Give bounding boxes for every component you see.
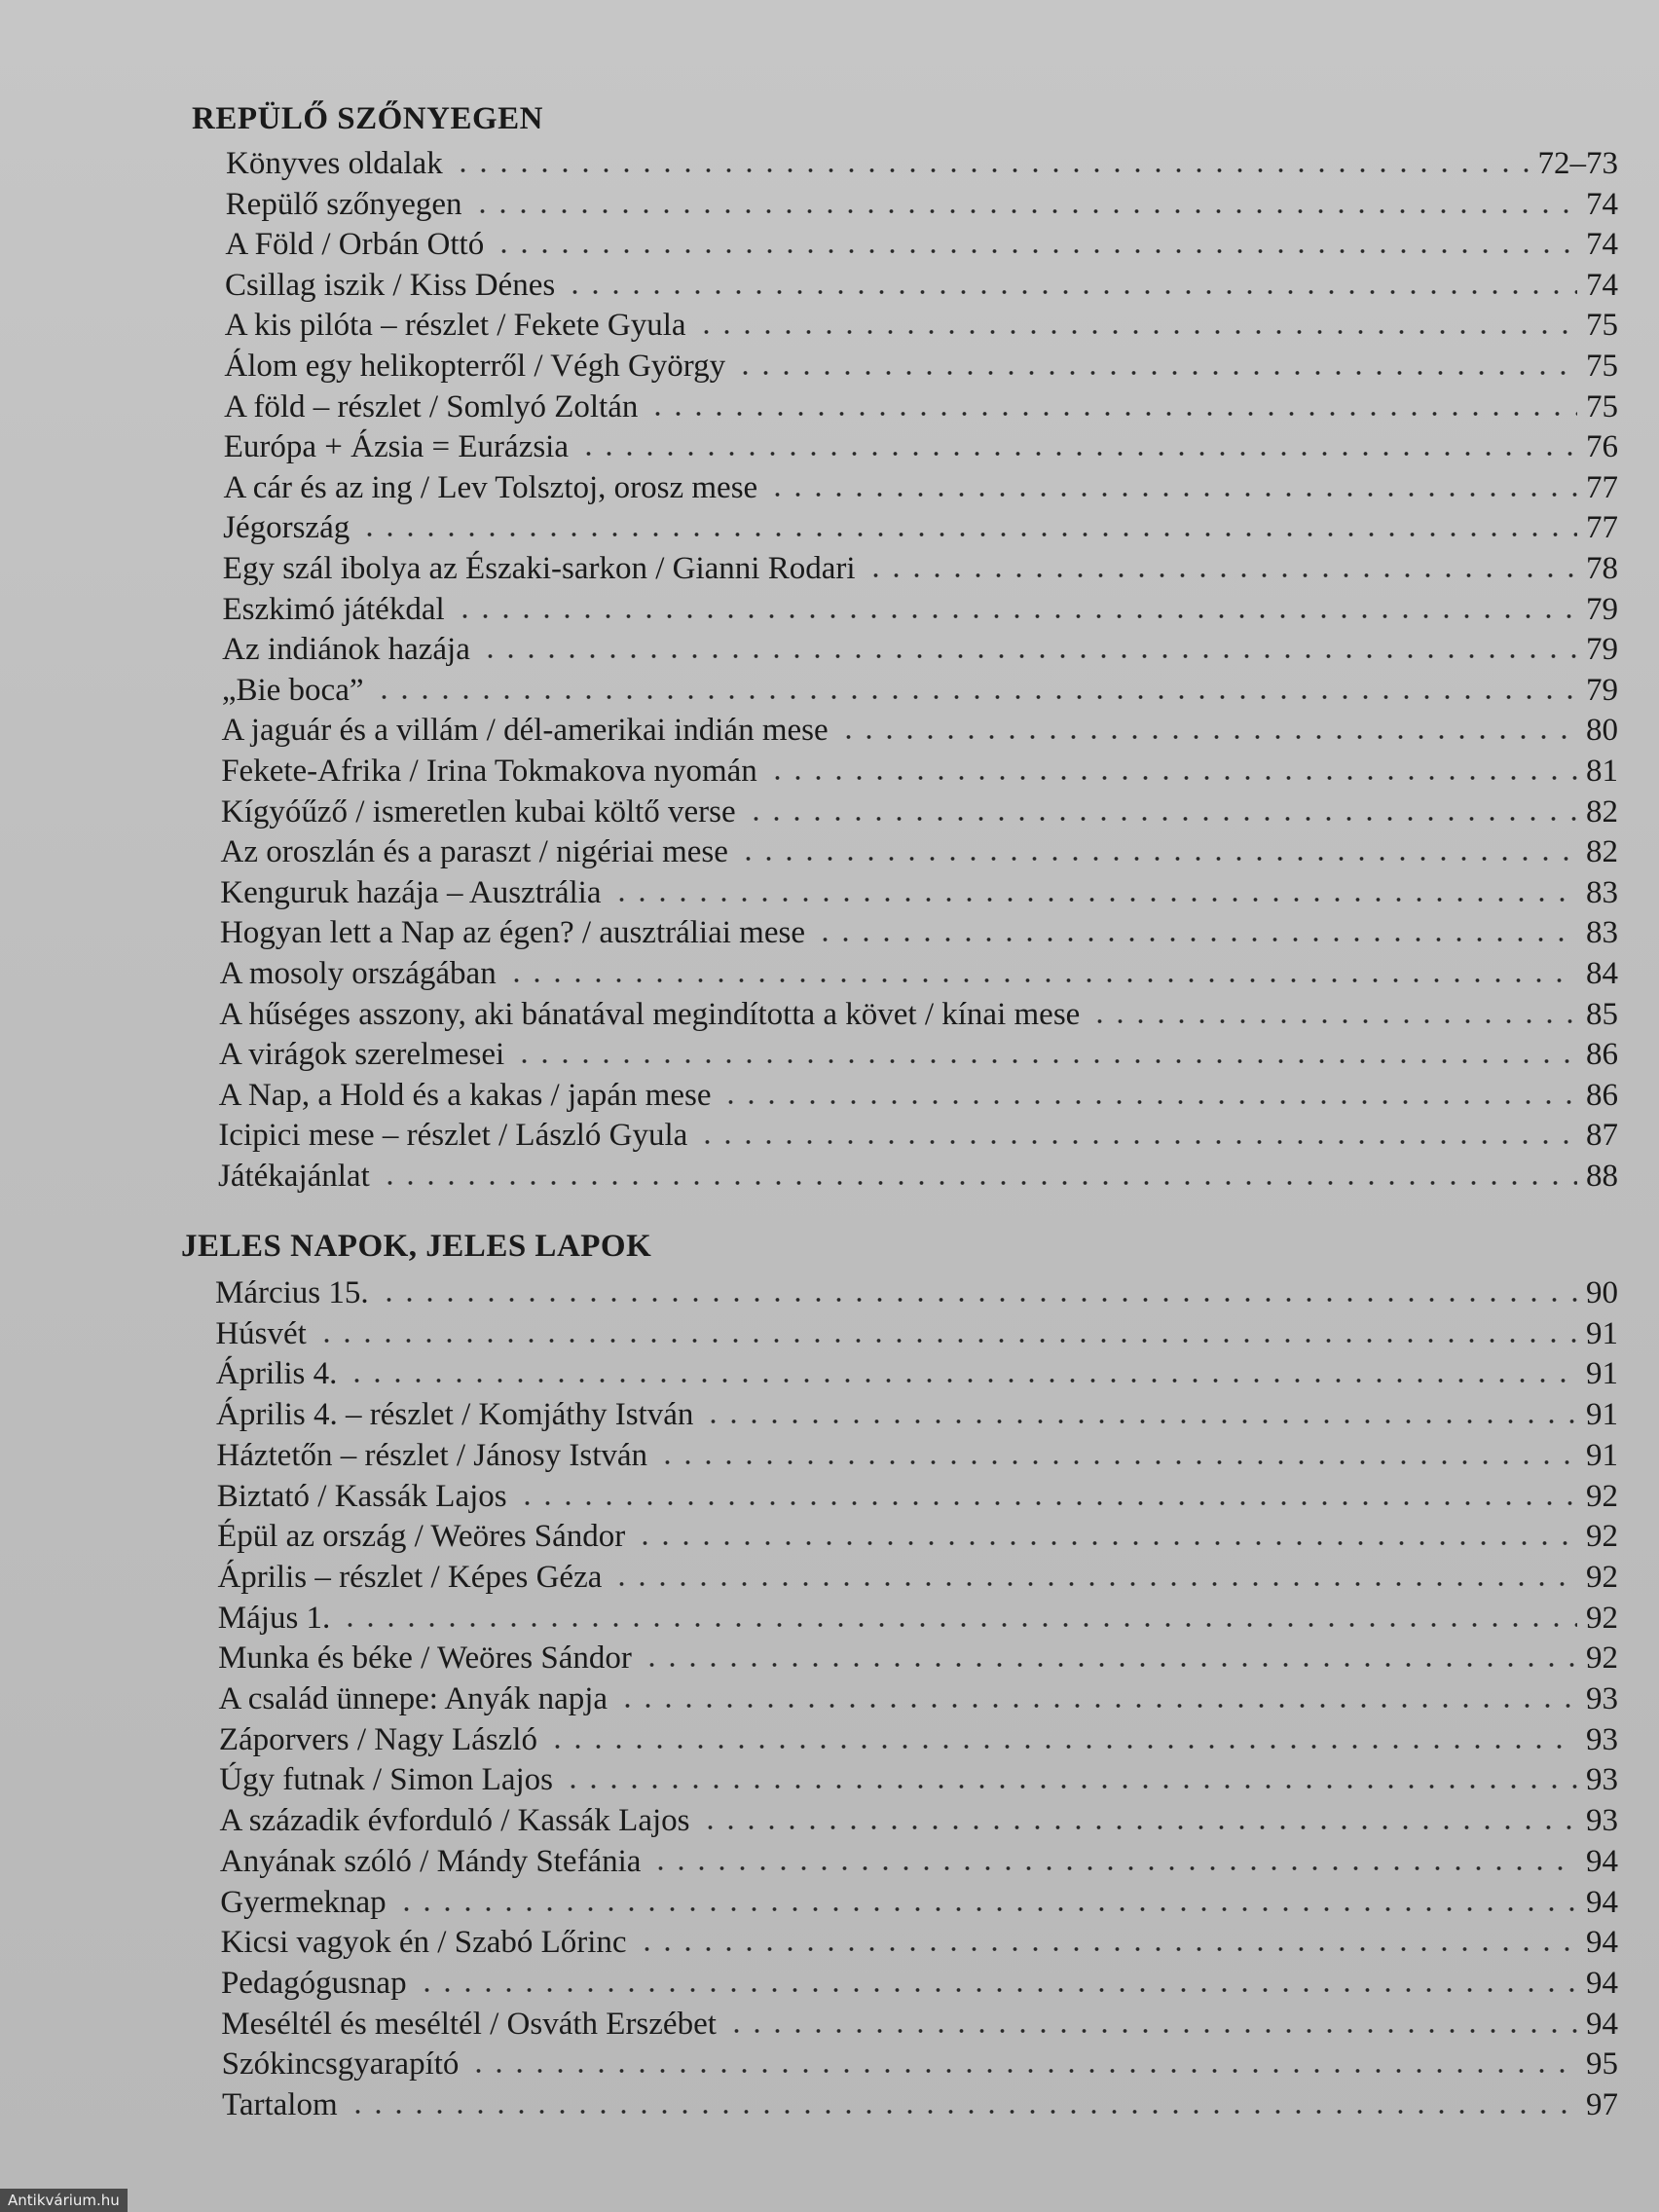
toc-entry-title: Április – részlet / Képes Géza	[217, 1559, 603, 1595]
toc-entry-page-number: 75	[1585, 308, 1618, 344]
toc-entry	[216, 1434, 1618, 1475]
toc-entry-title: Záporvers / Nagy László	[218, 1721, 537, 1757]
toc-entry-page-number: 95	[1585, 2046, 1618, 2083]
toc-entry-title: Biztató / Kassák Lajos	[216, 1478, 507, 1514]
toc-entry-title: Május 1.	[217, 1600, 331, 1636]
section-heading: REPÜLŐ SZŐNYEGEN	[192, 101, 543, 136]
dot-leader	[506, 976, 1577, 985]
dot-leader	[348, 2107, 1577, 2117]
toc-entry-page-number: 75	[1585, 388, 1618, 424]
toc-entry-page-number: 91	[1585, 1397, 1618, 1433]
toc-entry-page-number: 94	[1585, 2006, 1618, 2042]
watermark-logo: Antikvárium.hu	[0, 2189, 128, 2212]
dot-leader	[611, 1579, 1577, 1589]
toc-entry	[217, 1475, 1618, 1516]
toc-entry-page-number: 88	[1586, 1159, 1618, 1194]
dot-leader	[480, 651, 1577, 661]
toc-entry-page-number: 92	[1586, 1478, 1618, 1514]
toc-entry-page-number: 82	[1585, 834, 1618, 870]
dot-leader	[494, 246, 1577, 256]
toc-entry-title: Épül az ország / Weöres Sándor	[217, 1519, 626, 1555]
dot-leader	[453, 166, 1532, 175]
toc-entry-title: A cár és az ing / Lev Tolsztoj, orosz mese	[223, 469, 758, 505]
toc-entry-page-number: 94	[1585, 1965, 1618, 2001]
toc-entry-page-number: 79	[1585, 672, 1618, 708]
dot-leader	[347, 1376, 1577, 1385]
toc-entry	[219, 1718, 1618, 1759]
toc-entry-title: Csillag iszik / Kiss Dénes	[225, 267, 556, 303]
toc-entry	[221, 750, 1618, 791]
toc-entry	[221, 2003, 1618, 2044]
dot-leader	[316, 1336, 1577, 1346]
toc-entry-page-number: 79	[1585, 632, 1618, 668]
toc-entry	[217, 1556, 1618, 1597]
toc-entry-page-number: 93	[1585, 1762, 1618, 1798]
dot-leader	[767, 490, 1577, 499]
dot-leader	[767, 773, 1577, 783]
dot-leader	[517, 1498, 1577, 1508]
toc-entry-title: Úgy futnak / Simon Lajos	[219, 1762, 553, 1798]
toc-entry	[224, 425, 1618, 466]
toc-entry	[219, 1033, 1618, 1074]
dot-leader	[359, 530, 1577, 539]
toc-entry	[220, 871, 1618, 912]
dot-leader	[563, 1782, 1577, 1791]
toc-entry-page-number: 92	[1585, 1519, 1618, 1555]
dot-leader	[514, 1056, 1577, 1066]
toc-entry	[226, 142, 1618, 183]
toc-entry-title: Március 15.	[215, 1275, 369, 1310]
dot-leader	[617, 1701, 1577, 1711]
toc-entry	[216, 1393, 1618, 1434]
toc-entry-title: A föld – részlet / Somlyó Zoltán	[224, 388, 639, 424]
dot-leader	[720, 1097, 1577, 1107]
toc-entry-title: Könyves oldalak	[226, 146, 443, 181]
toc-entry-title: „Bie boca”	[221, 672, 364, 708]
dot-leader	[380, 1178, 1577, 1188]
toc-entry	[226, 183, 1618, 224]
toc-entry-page-number: 92	[1585, 1559, 1618, 1595]
toc-entry-title: Az oroszlán és a paraszt / nigériai mese	[220, 834, 728, 870]
toc-entry-page-number: 82	[1585, 793, 1618, 830]
section-heading: JELES NAPOK, JELES LAPOK	[181, 1229, 652, 1264]
toc-entry	[225, 264, 1618, 305]
dot-leader	[866, 571, 1577, 580]
toc-entry-page-number: 76	[1585, 429, 1618, 465]
toc-entry-page-number: 93	[1586, 1681, 1618, 1716]
toc-entry-page-number: 86	[1585, 1037, 1618, 1073]
toc-entry-title: A kis pilóta – részlet / Fekete Gyula	[224, 308, 686, 344]
toc-entry	[220, 1799, 1618, 1840]
dot-leader	[815, 935, 1577, 944]
toc-entry-title: Húsvét	[215, 1315, 307, 1351]
dot-leader	[637, 1944, 1577, 1954]
toc-entry-title: Jégország	[223, 510, 350, 546]
dot-leader	[647, 409, 1577, 419]
toc-entry-title: Repülő szőnyegen	[225, 186, 462, 222]
toc-entry	[220, 1840, 1618, 1881]
dot-leader	[838, 732, 1577, 742]
toc-entry-page-number: 92	[1585, 1600, 1618, 1636]
toc-entry-title: A mosoly országában	[219, 956, 497, 991]
toc-entry-title: Háztetőn – részlet / Jánosy István	[216, 1437, 648, 1473]
toc-entry	[220, 952, 1618, 993]
dot-leader	[696, 327, 1577, 337]
toc-entry-page-number: 80	[1585, 713, 1618, 749]
toc-entry-title: Eszkimó játékdal	[222, 591, 445, 627]
toc-entry	[215, 1312, 1618, 1353]
dot-leader	[578, 449, 1577, 459]
dot-leader	[700, 1823, 1577, 1832]
dot-leader	[1089, 1016, 1577, 1026]
toc-entry-title: Álom egy helikopterről / Végh György	[224, 349, 726, 384]
dot-leader	[642, 1660, 1577, 1670]
toc-entry-title: Icipici mese – részlet / László Gyula	[218, 1118, 688, 1154]
toc-entry-title: A Föld / Orbán Ottó	[225, 227, 485, 263]
toc-entry-title: Kígyóűző / ismeretlen kubai költő verse	[220, 793, 736, 830]
dot-leader	[379, 1295, 1577, 1305]
toc-entry	[220, 911, 1618, 952]
toc-entry-page-number: 93	[1585, 1803, 1618, 1839]
toc-entry	[221, 1962, 1618, 2003]
toc-entry-title: Április 4.	[215, 1356, 338, 1392]
toc-entry	[224, 386, 1618, 426]
toc-entry-page-number: 78	[1585, 551, 1618, 586]
toc-entry-page-number: 87	[1585, 1118, 1618, 1154]
toc-entry-page-number: 74	[1585, 186, 1618, 222]
toc-entry-page-number: 94	[1585, 1925, 1618, 1961]
toc-entry	[220, 1881, 1618, 1922]
toc-entry	[219, 1074, 1618, 1115]
toc-entry	[223, 466, 1618, 507]
toc-entry-page-number: 75	[1585, 349, 1618, 384]
toc-entry-page-number: 94	[1585, 1843, 1618, 1879]
dot-leader	[468, 2066, 1577, 2076]
dot-leader	[703, 1417, 1577, 1426]
toc-entry	[217, 1515, 1618, 1556]
toc-entry-title: Munka és béke / Weöres Sándor	[218, 1641, 632, 1677]
toc-entry	[218, 1155, 1618, 1196]
toc-entry	[224, 345, 1618, 386]
toc-entry-title: Tartalom	[222, 2087, 338, 2122]
dot-leader	[340, 1620, 1577, 1630]
dot-leader	[547, 1742, 1577, 1751]
toc-entry-title: A jaguár és a villám / dél-amerikai indián mese	[221, 713, 829, 749]
toc-entry-title: A századik évforduló / Kassák Lajos	[219, 1803, 690, 1839]
toc-entry-page-number: 74	[1585, 267, 1618, 303]
toc-entry	[222, 588, 1618, 629]
dot-leader	[455, 611, 1577, 621]
toc-entry	[222, 2043, 1618, 2083]
toc-entry-title: Gyermeknap	[220, 1884, 387, 1920]
dot-leader	[738, 854, 1577, 864]
toc-entry-page-number: 86	[1585, 1077, 1618, 1113]
toc-entry-title: Meséltél és meséltél / Osváth Erszébet	[221, 2006, 717, 2042]
toc-entry-page-number: 83	[1585, 874, 1618, 910]
dot-leader	[396, 1904, 1577, 1914]
toc-entry-title: Játékajánlat	[218, 1159, 370, 1194]
toc-entry-page-number: 94	[1586, 1884, 1618, 1920]
toc-entry	[223, 547, 1618, 588]
toc-entry	[222, 2083, 1618, 2124]
toc-entry-page-number: 72–73	[1537, 146, 1618, 181]
toc-entry-title: Kenguruk hazája – Ausztrália	[220, 874, 602, 910]
toc-entry	[218, 1597, 1618, 1638]
toc-entry-page-number: 92	[1585, 1641, 1618, 1677]
toc-entry	[221, 830, 1618, 871]
dot-leader	[565, 287, 1577, 297]
dot-leader	[697, 1137, 1577, 1147]
toc-entry	[225, 223, 1618, 264]
toc-entry-page-number: 77	[1585, 510, 1618, 546]
toc-entry-title: A Nap, a Hold és a kakas / japán mese	[218, 1077, 712, 1113]
toc-entry-page-number: 79	[1585, 591, 1618, 627]
dot-leader	[746, 814, 1577, 824]
toc-entry	[223, 506, 1618, 547]
toc-entry	[215, 1272, 1618, 1312]
dot-leader	[735, 368, 1577, 378]
toc-entry	[222, 669, 1618, 710]
toc-entry-page-number: 90	[1586, 1275, 1618, 1310]
toc-entry-page-number: 91	[1585, 1315, 1618, 1351]
toc-entry-page-number: 91	[1585, 1356, 1618, 1392]
toc-entry-page-number: 74	[1585, 227, 1618, 263]
toc-entry-page-number: 91	[1585, 1437, 1618, 1473]
toc-entry-page-number: 97	[1586, 2087, 1618, 2122]
toc-entry	[219, 1758, 1618, 1799]
toc-entry-title: Kicsi vagyok én / Szabó Lőrinc	[220, 1925, 627, 1961]
toc-entry-title: Hogyan lett a Nap az égen? / ausztráliai mese	[219, 915, 805, 951]
dot-leader	[417, 1985, 1577, 1995]
toc-entry	[216, 1352, 1618, 1393]
toc-entry-page-number: 93	[1585, 1721, 1618, 1757]
toc-entry-page-number: 85	[1585, 996, 1618, 1032]
toc-entry-title: Pedagógusnap	[220, 1965, 407, 2001]
toc-entry	[225, 304, 1618, 345]
dot-leader	[635, 1538, 1577, 1548]
toc-entry-title: Európa + Ázsia = Eurázsia	[223, 429, 570, 465]
toc-entry-title: A virágok szerelmesei	[218, 1037, 505, 1073]
toc-entry-page-number: 83	[1585, 915, 1618, 951]
toc-entry	[218, 1114, 1618, 1155]
toc-entry-title: Fekete-Afrika / Irina Tokmakova nyomán	[221, 754, 757, 789]
toc-entry	[222, 628, 1618, 669]
toc-entry-title: A család ünnepe: Anyák napja	[218, 1681, 608, 1716]
dot-leader	[611, 895, 1577, 904]
toc-entry-title: Április 4. – részlet / Komjáthy István	[216, 1397, 694, 1433]
toc-entry-title: Szókincsgyarapító	[221, 2046, 460, 2083]
toc-entry	[221, 1921, 1618, 1962]
toc-entry	[222, 709, 1618, 750]
toc-entry	[219, 1677, 1619, 1718]
toc-entry-title: A hűséges asszony, aki bánatával megindította a követ / kínai mese	[219, 996, 1081, 1032]
toc-entry-title: Az indiánok hazája	[222, 632, 470, 668]
toc-entry	[219, 993, 1618, 1034]
toc-entry	[221, 791, 1618, 831]
toc-entry-title: Anyának szóló / Mándy Stefánia	[219, 1843, 642, 1879]
dot-leader	[657, 1457, 1577, 1467]
dot-leader	[472, 206, 1577, 216]
toc-entry-page-number: 84	[1585, 956, 1618, 991]
toc-entry	[218, 1637, 1618, 1677]
toc-entry-page-number: 77	[1585, 469, 1618, 505]
dot-leader	[726, 2026, 1577, 2036]
dot-leader	[650, 1863, 1577, 1873]
toc-entry-title: Egy szál ibolya az Északi-sarkon / Gianni Rodari	[222, 551, 856, 586]
toc-entry-page-number: 81	[1585, 754, 1618, 789]
dot-leader	[374, 692, 1577, 702]
